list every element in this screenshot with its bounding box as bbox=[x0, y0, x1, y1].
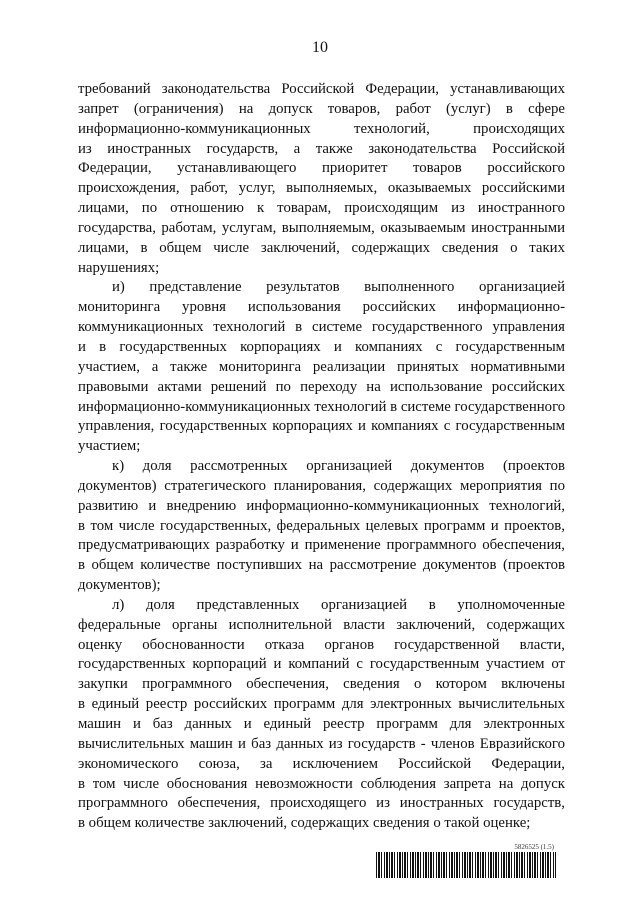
document-code: 5826525 (1.5) bbox=[514, 843, 554, 851]
text-line: требований законодательства Российской Федерации, устанавливающих bbox=[78, 81, 565, 97]
text-line: правовыми актами решений по переходу на использование российских bbox=[78, 378, 565, 395]
text-line: документов); bbox=[78, 577, 161, 594]
text-line: предусматривающих разработку и применение программного обеспечения, bbox=[78, 537, 565, 554]
text-line: федеральные органы исполнительной власти заключений, содержащих bbox=[78, 616, 565, 633]
paragraph bbox=[78, 457, 565, 596]
text-line: оценку обоснованности отказа органов государственной власти, bbox=[78, 636, 565, 653]
text-line: государства, работам, услугам, выполняемым, оказываемым иностранными bbox=[78, 219, 565, 236]
text-line: л) доля представленных организацией в уполномоченные bbox=[112, 596, 565, 613]
text-line: участием, а также мониторинга реализации принятых нормативными bbox=[78, 358, 565, 375]
text-line: в том числе государственных, федеральных целевых программ и проектов, bbox=[78, 517, 565, 534]
text-line: участием; bbox=[78, 438, 141, 455]
text-line: государственных корпораций и компаний с государственным участием от bbox=[78, 656, 565, 673]
text-line: к) доля рассмотренных организацией документов (проектов bbox=[112, 458, 565, 475]
text-line: экономического союза, за исключением Российской Федерации, bbox=[78, 755, 565, 772]
text-line: закупки программного обеспечения, сведения о котором включены bbox=[78, 676, 565, 693]
page-number: 10 bbox=[312, 39, 328, 56]
text-line: и) представление результатов выполненного организацией bbox=[112, 279, 565, 296]
text-line: информационно-коммуникационных технологий, происходящих bbox=[78, 120, 565, 137]
text-line: лицами, по отношению к товарам, происходящим из иностранного bbox=[78, 200, 565, 217]
paragraph bbox=[78, 278, 565, 457]
text-line: из иностранных государств, а также законодательства Российской bbox=[78, 140, 565, 157]
text-line: нарушениях; bbox=[78, 259, 160, 276]
text-line: происхождения, работ, услуг, выполняемых, оказываемых российскими bbox=[78, 180, 565, 197]
paragraph bbox=[78, 80, 565, 278]
text-line: в единый реестр российских программ для электронных вычислительных bbox=[78, 696, 565, 713]
text-line: коммуникационных технологий в системе государственного управления bbox=[78, 319, 565, 336]
text-line: Федерации, устанавливающего приоритет товаров российского bbox=[78, 160, 565, 177]
document-body bbox=[78, 80, 565, 834]
text-line: управления, государственных корпорациях и компаниях с государственным bbox=[78, 418, 565, 435]
text-line: в общем количестве поступивших на рассмотрение документов (проектов bbox=[78, 557, 565, 574]
barcode-image bbox=[376, 852, 556, 878]
text-line: мониторинга уровня использования российских информационно- bbox=[78, 299, 565, 316]
text-line: и в государственных корпорациях и компаниях с государственным bbox=[78, 338, 565, 355]
text-line: программного обеспечения, происходящего из иностранных государств, bbox=[78, 795, 565, 812]
text-line: запрет (ограничения) на допуск товаров, работ (услуг) в сфере bbox=[78, 100, 565, 117]
text-line: вычислительных машин и баз данных из государств - членов Евразийского bbox=[78, 735, 565, 752]
text-line: информационно-коммуникационных технологий в системе государственного bbox=[78, 398, 566, 415]
text-line: в том числе обоснования невозможности соблюдения запрета на допуск bbox=[78, 775, 565, 792]
text-line: документов) стратегического планирования, содержащих мероприятия по bbox=[78, 477, 565, 494]
text-line: развитию и внедрению информационно-коммуникационных технологий, bbox=[78, 497, 565, 514]
text-line: в общем количестве заключений, содержащих сведения о такой оценке; bbox=[78, 815, 531, 832]
paragraph bbox=[78, 596, 565, 834]
text-line: машин и баз данных и единый реестр программ для электронных bbox=[78, 716, 565, 732]
text-line: лицами, в общем числе заключений, содержащих сведения о таких bbox=[78, 239, 565, 256]
